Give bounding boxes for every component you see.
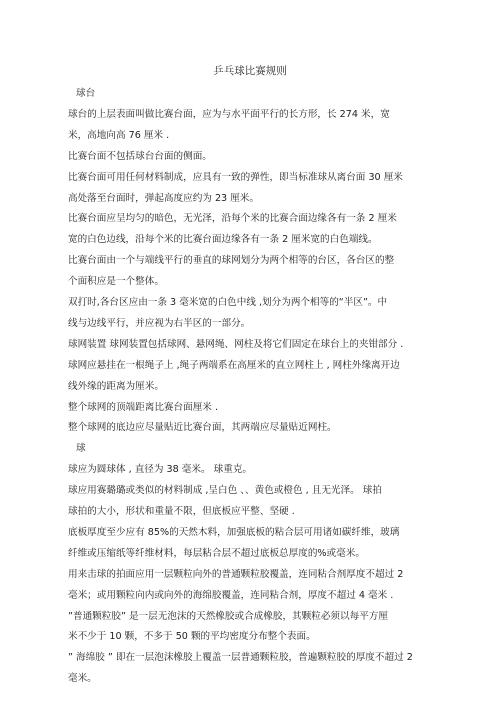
body-line: 球应用赛璐璐或类似的材料制成 ,呈白色 、、黄色或橙色 , 且无光泽。 球拍 bbox=[68, 485, 382, 497]
body-line: 整个球网的顶端距离比赛台面厘米 . bbox=[68, 401, 219, 413]
body-line: 比赛台面不包括球台台面的侧面。 bbox=[68, 150, 212, 162]
body-line: 球台的上层表面叫做比赛台面，应为与水平面平行的长方形，长 274 米，宽 bbox=[68, 108, 390, 120]
section-heading: 球台 bbox=[76, 88, 96, 99]
body-line: 高处落至台面时，弹起高度应约为 23 厘米。 bbox=[68, 192, 259, 204]
body-line: 毫米；或用颗粒向内或向外的海绵胶覆盖，连同粘合剂，厚度不超过 4 毫米 . bbox=[68, 589, 394, 601]
body-line: 线外缘的距离为厘米。 bbox=[68, 380, 164, 392]
body-line: 线与边线平行，并应视为右半区的一部分。 bbox=[68, 317, 251, 329]
body-line: 毫米。 bbox=[68, 673, 97, 685]
body-line: 底板厚度至少应有 85%的天然木料，加强底板的粘合层可用诸如碳纤维，玻璃 bbox=[68, 526, 400, 538]
body-line: 整个球网的底边应尽量贴近比赛台面，其两端应尽量贴近网柱。 bbox=[68, 422, 337, 434]
body-line: 球应为圆球体 , 直径为 38 毫米。 球重克。 bbox=[68, 464, 253, 476]
body-line: 纤维或压缩纸等纤维材料，每层粘合层不超过底板总厚度的%或毫米。 bbox=[68, 547, 365, 559]
body-line: 比赛台面可用任何材料制成，应具有一致的弹性，即当标准球从离台面 30 厘米 bbox=[68, 171, 403, 183]
body-line: ”普通颗粒胶” 是一层无泡沫的天然橡胶或合成橡胶，其颗粒必须以每平方厘 bbox=[68, 610, 388, 622]
document-title: 乒乓球比赛规则 bbox=[213, 65, 287, 77]
body-line: ” 海绵胶 ” 即在一层泡沫橡胶上覆盖一层普通颗粒胶，普遍颗粒胶的厚度不超过 2 bbox=[68, 652, 413, 664]
body-line: 球网装置 球网装置包括球网、悬网绳、网柱及将它们固定在球台上的夹钳部分 . bbox=[68, 338, 404, 350]
body-line: 米不少于 10 颗，不多于 50 颗的平均密度分布整个表面。 bbox=[68, 631, 316, 643]
body-line: 比赛台面应呈均匀的暗色，无光泽，沿每个米的比赛合面边缘各有一条 2 厘米 bbox=[68, 213, 397, 225]
body-line: 双打时,各台区应由一条 3 毫米宽的白色中线 ,划分为两个相等的“半区”。中 bbox=[68, 297, 388, 308]
body-line: 球网应悬挂在一根绳子上 ,绳子两端系在高厘米的直立网柱上 , 网柱外缘离开边 bbox=[68, 359, 400, 371]
body-line: 用来击球的拍面应用一层颗粒向外的普通颗粒胶覆盖，连同粘合剂厚度不超过 2 bbox=[68, 568, 404, 580]
body-line: 比赛台面由一个与端线平行的垂直的球网划分为两个相等的台区，各台区的整 bbox=[68, 255, 395, 267]
body-line: 米，高地向高 76 厘米 . bbox=[68, 129, 170, 141]
body-line: 宽的白色边线，沿每个米的比赛台面边缘各有一条 2 厘米宽的白色端线。 bbox=[68, 234, 378, 246]
body-line: 个面积应是一个整体。 bbox=[68, 276, 164, 288]
body-line: 球拍的大小，形状和重量不限，但底板应平整、坚硬 . bbox=[68, 506, 295, 517]
section-heading: 球 bbox=[76, 443, 86, 455]
